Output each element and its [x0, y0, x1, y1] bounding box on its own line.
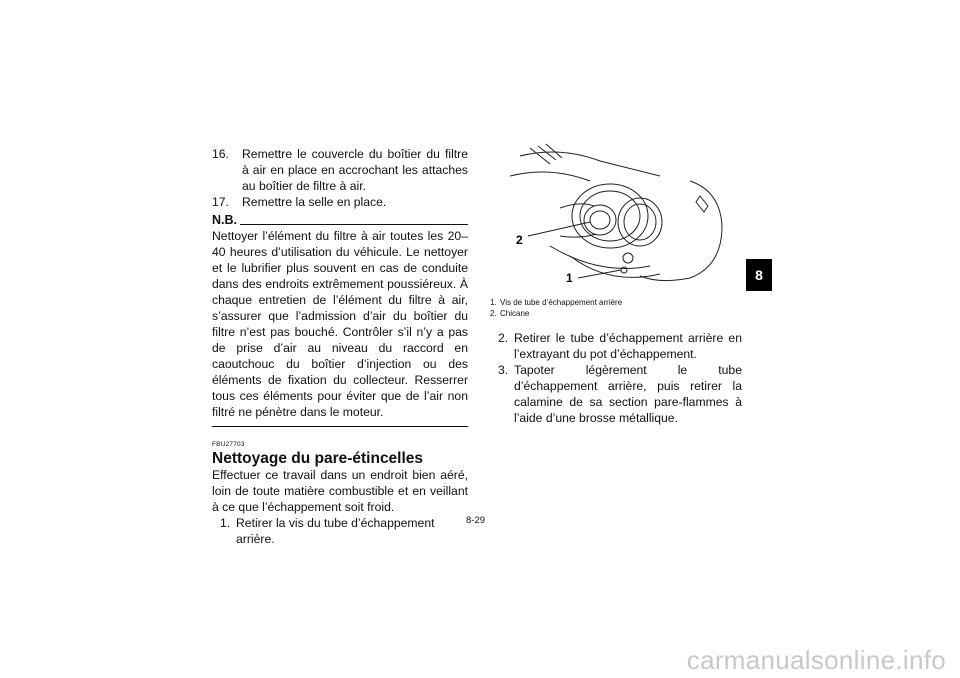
- note-rule: [240, 224, 468, 225]
- chapter-tab: 8: [746, 259, 772, 291]
- right-column: [490, 330, 742, 426]
- section-intro: Effectuer ce travail dans un endroit bien aéré, loin de toute matière combustible et en veillant à ce que l’échappement soit froid.: [212, 468, 468, 514]
- section-code: FBU27703: [212, 441, 245, 448]
- step-17: [212, 194, 468, 210]
- exhaust-figure: [490, 136, 746, 294]
- caption-2: [490, 308, 622, 319]
- step-text: Remettre le couvercle du boîtier du filtre à air en place en accrochant les attaches au boîtier de filtre à air.: [242, 147, 468, 193]
- caption-text: Chicane: [500, 309, 530, 318]
- page-number: 8-29: [466, 515, 486, 526]
- caption-number: 1.: [490, 298, 497, 307]
- step-2: [490, 330, 742, 362]
- step-text: Tapoter légèrement le tube d’échappement arrière, puis retirer la calamine de sa section pare-flammes à l’aide d’une brosse métallique.: [514, 363, 742, 425]
- figure-captions: [490, 297, 622, 319]
- caption-1: [490, 297, 622, 308]
- step-text: Retirer le tube d’échappement arrière en l’extrayant du pot d’échappement.: [514, 331, 742, 361]
- caption-number: 2.: [490, 309, 497, 318]
- step-number: 16.: [212, 147, 229, 161]
- callout-2: 2: [516, 233, 523, 247]
- step-number: 1.: [220, 516, 231, 530]
- note-text: Nettoyer l’élément du filtre à air toutes les 20–40 heures d’utilisation du véhicule. Le nettoyer et le lubrifier plus souvent en cas de conduite dans des endroits extrêmement poussiéreux. À chaque entretien de l’élément du filtre à air, s’assurer que l’admission d’air du boîtier du filtre n’est pas bouché. Contrôler s’il n’y a pas de prise d’air au niveau du raccord en caoutchouc du boîtier d’injection ou des éléments de fixation du collecteur. Resserrer tous ces éléments pour éviter que de l’air non filtré ne pénètre dans le moteur.: [212, 229, 468, 419]
- left-column: [212, 146, 468, 547]
- step-1: [212, 515, 468, 547]
- watermark: carmanualsonline.info: [686, 645, 946, 675]
- step-number: 17.: [212, 195, 229, 209]
- note-header: [212, 213, 468, 228]
- note-end-rule: [212, 426, 468, 427]
- section-title: Nettoyage du pare-étincelles: [212, 450, 424, 467]
- note-label: N.B.: [212, 213, 237, 227]
- callout-1: 1: [566, 271, 573, 285]
- step-number: 3.: [498, 363, 509, 377]
- step-number: 2.: [498, 331, 509, 345]
- step-16: [212, 146, 468, 194]
- caption-text: Vis de tube d’échappement arrière: [500, 298, 623, 307]
- step-3: [490, 362, 742, 426]
- step-text: Remettre la selle en place.: [242, 195, 387, 209]
- exhaust-illustration: [490, 136, 746, 294]
- step-text: Retirer la vis du tube d’échappement arrière.: [236, 516, 435, 546]
